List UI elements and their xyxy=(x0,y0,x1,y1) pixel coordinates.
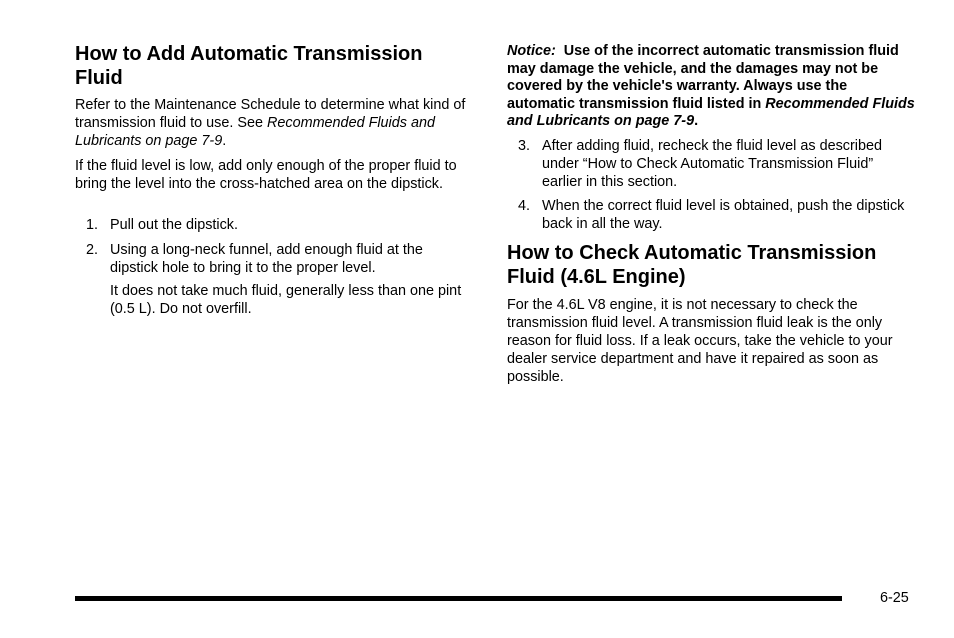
step-text: Pull out the dipstick. xyxy=(110,217,238,233)
step-number: 2. xyxy=(86,242,99,258)
notice-text: Use of the incorrect automatic transmission fluid may damage the vehicle, and the damages may not be covered by the vehicle's warranty. Always use the automatic transmission fluid listed in xyxy=(507,43,899,112)
cross-reference-link[interactable]: Recommended Fluids and Lubricants on page 7-9 xyxy=(507,95,915,129)
paragraph-engine-info: For the 4.6L V8 engine, it is not necessary to check the transmission fluid level. A transmission fluid leak is the only reason for fluid loss. If a leak occurs, take the vehicle to your dealer service department and have it repaired as soon as possible. xyxy=(507,297,893,385)
cross-reference-link[interactable]: Recommended Fluids and Lubricants on page 7-9 xyxy=(75,115,435,149)
section-heading-check-fluid: How to Check Automatic Transmission Fluid (4.6L Engine) xyxy=(507,242,877,288)
section-heading-add-fluid: How to Add Automatic Transmission Fluid xyxy=(75,43,423,89)
step-text: Using a long-neck funnel, add enough fluid at the dipstick hole to bring it to the proper level. xyxy=(110,242,423,276)
page-number: 6-25 xyxy=(880,590,909,606)
step-number: 3. xyxy=(518,138,531,154)
step-number: 4. xyxy=(518,198,531,214)
footer-rule xyxy=(75,596,842,601)
notice-block xyxy=(507,43,917,131)
paragraph-text: Refer to the Maintenance Schedule to determine what kind of transmission fluid to use. See xyxy=(75,97,466,131)
step-text: After adding fluid, recheck the fluid level as described under “How to Check Automatic Transmission Fluid” earlier in this section. xyxy=(542,138,882,190)
step-text: When the correct fluid level is obtained, push the dipstick back in all the way. xyxy=(542,198,905,232)
step-2-note: It does not take much fluid, generally less than one pint (0.5 L). Do not overfill. xyxy=(110,283,462,317)
paragraph-end: . xyxy=(222,133,227,149)
notice-label: Notice: xyxy=(507,43,556,59)
step-number: 1. xyxy=(86,217,99,233)
paragraph-fluid-level: If the fluid level is low, add only enough of the proper fluid to bring the level into the cross-hatched area on the dipstick. xyxy=(75,158,457,192)
paragraph-fluid-type xyxy=(75,96,470,150)
notice-end: . xyxy=(694,113,699,129)
